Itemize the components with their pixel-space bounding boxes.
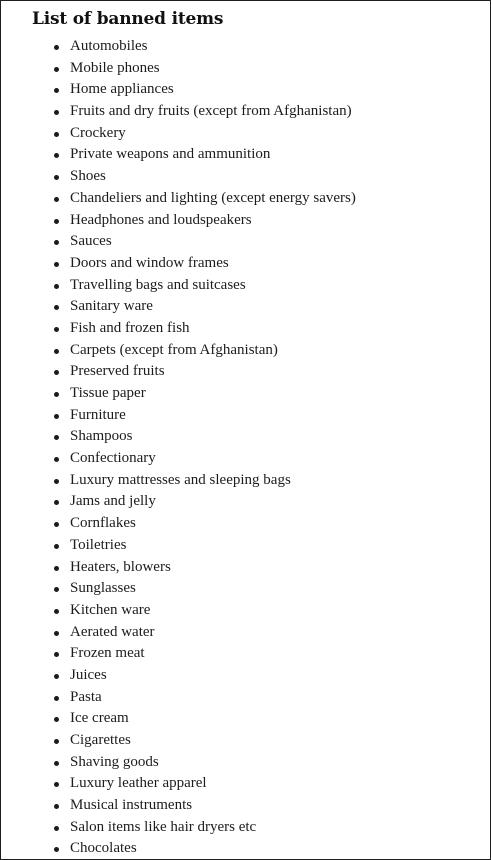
- bullet-icon: [54, 67, 59, 72]
- list-item: [1, 383, 356, 405]
- list-item-label: Automobiles: [70, 38, 148, 54]
- bullet-icon: [54, 479, 59, 484]
- list-item: [1, 730, 356, 752]
- list-item: [1, 188, 356, 210]
- list-item-label: Luxury leather apparel: [70, 775, 207, 792]
- bullet-icon: [54, 284, 59, 289]
- bullet-icon: [54, 826, 59, 831]
- list-item: [1, 708, 356, 730]
- bullet-icon: [54, 175, 59, 180]
- bullet-icon: [54, 132, 59, 137]
- list-item-label: Headphones and loudspeakers: [70, 211, 252, 228]
- list-item: [1, 535, 356, 557]
- list-item: [1, 426, 356, 448]
- page-title: List of banned items: [32, 9, 224, 29]
- list-item-label: Juices: [70, 666, 107, 683]
- bullet-icon: [54, 457, 59, 462]
- list-item-label: Shampoos: [70, 428, 133, 445]
- bullet-icon: [54, 88, 59, 93]
- list-item: [1, 210, 356, 232]
- list-item-label: Luxury mattresses and sleeping bags: [70, 471, 291, 488]
- list-item-label: Jams and jelly: [70, 493, 156, 510]
- list-item: [1, 752, 356, 774]
- list-item: [1, 448, 356, 470]
- bullet-icon: [54, 717, 59, 722]
- list-item: [1, 253, 356, 275]
- bullet-icon: [54, 219, 59, 224]
- list-item-label: Sanitary ware: [70, 298, 153, 315]
- list-item-label: Home appliances: [70, 81, 174, 98]
- bullet-icon: [54, 435, 59, 440]
- bullet-icon: [54, 761, 59, 766]
- list-item: [1, 491, 356, 513]
- bullet-icon: [54, 544, 59, 549]
- list-item-label: Musical instruments: [70, 797, 193, 814]
- bullet-icon: [54, 804, 59, 809]
- list-item-label: Private weapons and ammunition: [70, 146, 271, 163]
- bullet-icon: [54, 847, 59, 852]
- list-item-label: Cigarettes: [70, 732, 131, 748]
- list-item-label: Crockery: [70, 124, 126, 141]
- list-item-label: Heaters, blowers: [70, 558, 171, 575]
- list-item: [1, 557, 356, 579]
- list-item-label: Confectionary: [70, 450, 156, 467]
- bullet-icon: [54, 609, 59, 614]
- list-item-label: Mobile phones: [70, 59, 160, 76]
- list-item-label: Carpets (except from Afghanistan): [70, 341, 278, 358]
- bullet-icon: [54, 305, 59, 310]
- list-item-label: Ice cream: [70, 710, 129, 727]
- list-item: [1, 622, 356, 644]
- list-item-label: Travelling bags and suitcases: [70, 276, 246, 293]
- bullet-icon: [54, 392, 59, 397]
- bullet-icon: [54, 197, 59, 202]
- bullet-icon: [54, 696, 59, 701]
- list-item-label: Preserved fruits: [70, 363, 165, 380]
- bullet-icon: [54, 327, 59, 332]
- bullet-icon: [54, 782, 59, 787]
- bullet-icon: [54, 631, 59, 636]
- list-item: [1, 795, 356, 817]
- list-item: [1, 318, 356, 340]
- list-item: [1, 340, 356, 362]
- bullet-icon: [54, 587, 59, 592]
- list-item: [1, 773, 356, 795]
- list-item: [1, 231, 356, 253]
- list-item-label: Sauces: [70, 233, 112, 250]
- list-item-label: Frozen meat: [70, 645, 145, 662]
- list-item: [1, 296, 356, 318]
- list-item: [1, 123, 356, 145]
- bullet-icon: [54, 153, 59, 158]
- list-item: [1, 275, 356, 297]
- list-item: [1, 578, 356, 600]
- list-item-label: Fish and frozen fish: [70, 319, 190, 336]
- list-item: [1, 58, 356, 80]
- bullet-icon: [54, 370, 59, 375]
- list-item: [1, 687, 356, 709]
- banned-items-list: [1, 36, 356, 860]
- list-item: [1, 513, 356, 535]
- list-item: [1, 144, 356, 166]
- list-item-label: Doors and window frames: [70, 254, 229, 271]
- list-item: [1, 643, 356, 665]
- bullet-icon: [54, 522, 59, 527]
- list-item: [1, 166, 356, 188]
- list-item-label: Shaving goods: [70, 753, 159, 770]
- list-item: [1, 665, 356, 687]
- list-item-label: Aerated water: [70, 623, 155, 640]
- bullet-icon: [54, 566, 59, 571]
- list-item-label: Toiletries: [70, 536, 127, 553]
- list-item: [1, 36, 356, 58]
- list-item-label: Pasta: [70, 688, 102, 705]
- bullet-icon: [54, 652, 59, 657]
- list-item-label: Tissue paper: [70, 385, 146, 401]
- list-item: [1, 817, 356, 839]
- bullet-icon: [54, 240, 59, 245]
- bullet-icon: [54, 262, 59, 267]
- list-item-label: Fruits and dry fruits (except from Afghanistan): [70, 103, 352, 120]
- list-item-label: Furniture: [70, 406, 126, 423]
- list-item-label: Kitchen ware: [70, 601, 151, 618]
- list-item: [1, 79, 356, 101]
- bullet-icon: [54, 674, 59, 679]
- bullet-icon: [54, 110, 59, 115]
- list-item: [1, 101, 356, 123]
- bullet-icon: [54, 45, 59, 50]
- bullet-icon: [54, 414, 59, 419]
- list-item-label: Salon items like hair dryers etc: [70, 818, 257, 835]
- list-item: [1, 405, 356, 427]
- list-item-label: Chandeliers and lighting (except energy savers): [70, 189, 356, 206]
- list-item-label: Sunglasses: [70, 580, 136, 597]
- list-item: [1, 838, 356, 860]
- list-item: [1, 361, 356, 383]
- bullet-icon: [54, 739, 59, 744]
- list-item-label: Cornflakes: [70, 515, 136, 532]
- bullet-icon: [54, 500, 59, 505]
- list-item-label: Chocolates: [70, 840, 137, 857]
- list-item: [1, 600, 356, 622]
- list-item-label: Shoes: [70, 168, 106, 185]
- list-item: [1, 470, 356, 492]
- bullet-icon: [54, 349, 59, 354]
